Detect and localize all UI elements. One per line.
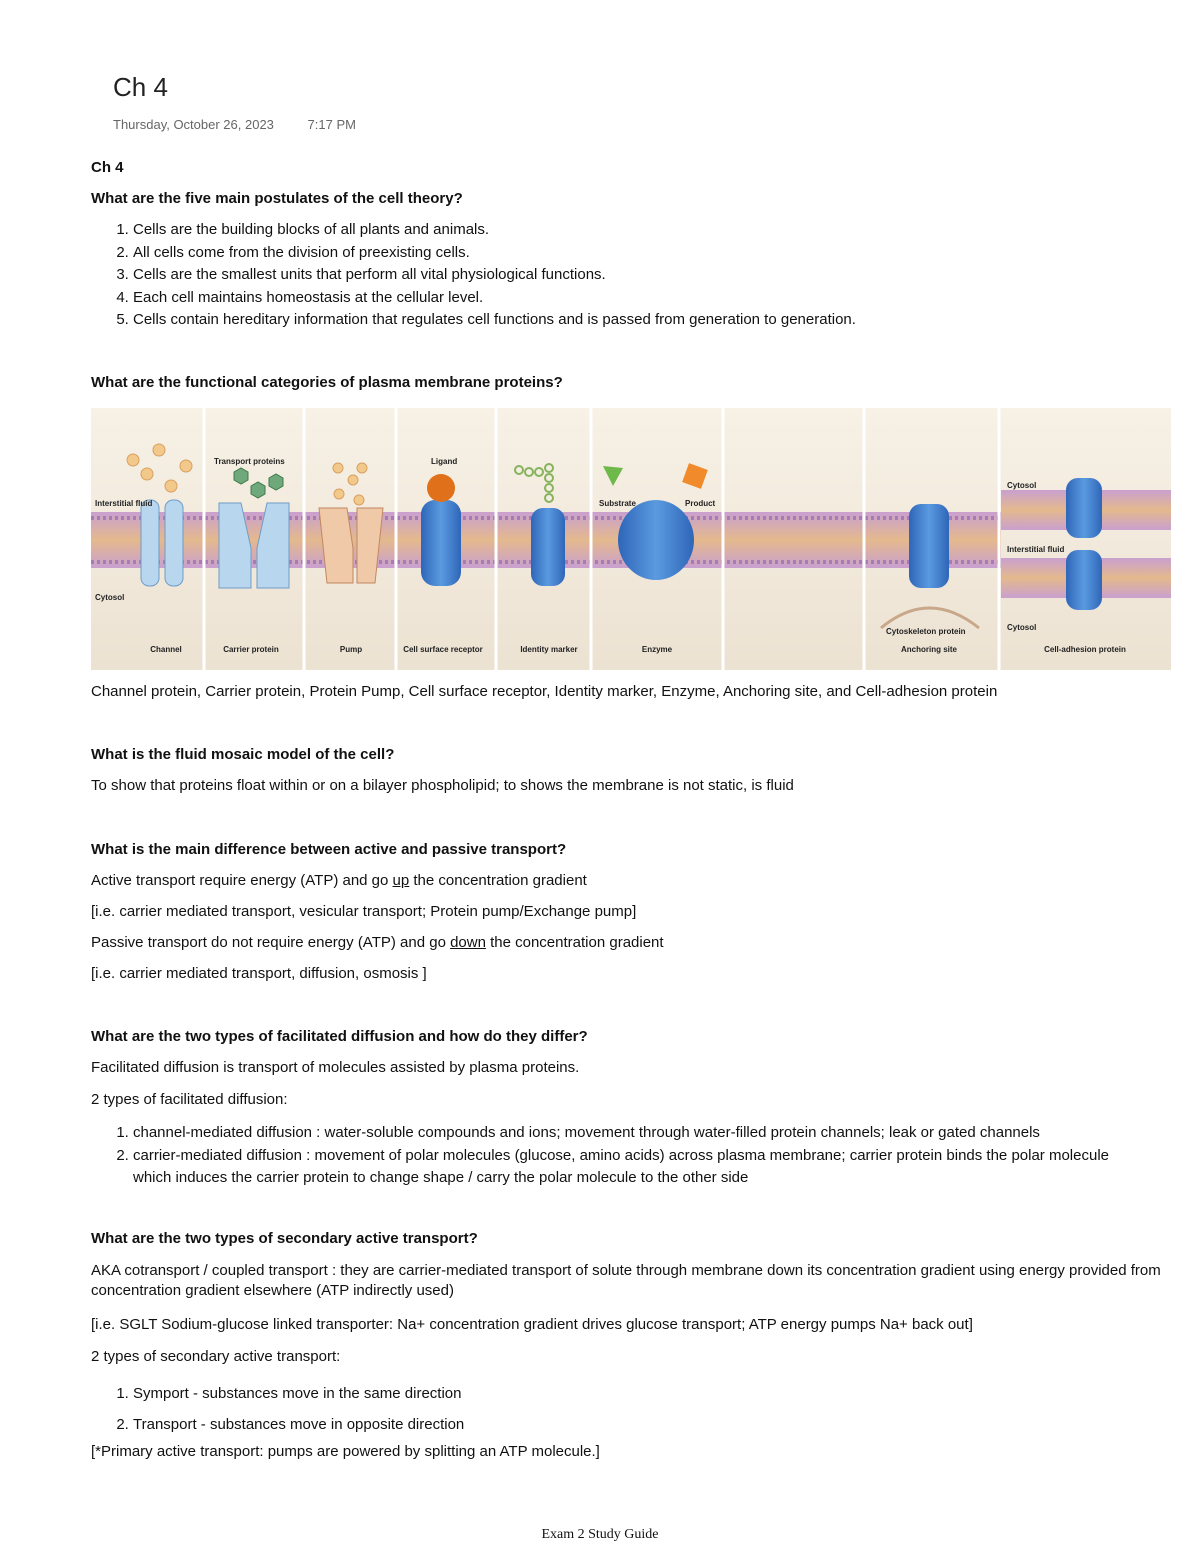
answer-active-examples: [i.e. carrier mediated transport, vesicular transport; Protein pump/Exchange pump]	[91, 903, 637, 920]
list-item: 1. channel-mediated diffusion : water-soluble compounds and ions; movement through water-filled protein channels; leak or gated channels	[133, 1122, 1143, 1145]
label-interstitial: Interstitial fluid	[95, 499, 153, 508]
ligand	[427, 474, 455, 502]
cell-theory-list	[91, 219, 856, 332]
caption-pump: Pump	[339, 645, 363, 654]
list-item: 2. carrier-mediated diffusion : movement of polar molecules (glucose, amino acids) across plasma membrane; carrier protein binds the polar molecule which induces the carrier protein to change shape / carry the polar molecule to the other side	[133, 1145, 1143, 1190]
list-item: 5. Cells contain hereditary information that regulates cell functions and is passed from generation to generation.	[133, 309, 856, 332]
facilitated-definition: Facilitated diffusion is transport of molecules assisted by plasma proteins.	[91, 1059, 580, 1076]
list-item: 1. Symport - substances move in the same direction	[133, 1378, 464, 1409]
anchoring-protein	[909, 504, 949, 588]
underlined-word: up	[392, 872, 410, 889]
label-cytosol-bottom-right: Cytosol	[1007, 623, 1037, 632]
page-footer: Exam 2 Study Guide	[541, 1527, 659, 1542]
text-run: Active transport require energy (ATP) and go	[91, 872, 393, 889]
enzyme-protein	[618, 500, 694, 580]
membrane-proteins-figure	[91, 408, 1171, 670]
receptor-protein	[421, 500, 461, 586]
caption-receptor: Cell surface receptor	[403, 645, 483, 654]
adhesion-protein-bottom	[1066, 550, 1102, 610]
answer-membrane-proteins: Channel protein, Carrier protein, Protein Pump, Cell surface receptor, Identity marker, Enzyme, Anchoring site, and Cell-adhesion protein	[91, 683, 998, 700]
list-item: 2. All cells come from the division of preexisting cells.	[133, 242, 856, 265]
answer-fluid-mosaic: To show that proteins float within or on a bilayer phospholipid; to shows the membrane is not static, is fluid	[91, 777, 794, 794]
label-cytoskeleton: Cytoskeleton protein	[886, 627, 966, 636]
facilitated-intro: 2 types of facilitated diffusion:	[91, 1091, 288, 1108]
secondary-note: [*Primary active transport: pumps are powered by splitting an ATP molecule.]	[91, 1443, 600, 1460]
list-item: 1. Cells are the building blocks of all plants and animals.	[133, 219, 856, 242]
adhesion-protein-top	[1066, 478, 1102, 538]
page-date: Thursday, October 26, 2023	[113, 117, 274, 132]
question-membrane-proteins: What are the functional categories of plasma membrane proteins?	[91, 374, 563, 391]
caption-channel: Channel	[150, 645, 182, 654]
label-transport-proteins: Transport proteins	[214, 457, 285, 466]
answer-passive	[91, 933, 664, 953]
channel-protein-left	[141, 500, 159, 586]
caption-enzyme: Enzyme	[641, 645, 673, 654]
caption-anchoring: Anchoring site	[900, 645, 958, 654]
question-secondary-active: What are the two types of secondary active transport?	[91, 1230, 478, 1247]
label-cytosol-top-right: Cytosol	[1007, 481, 1037, 490]
facilitated-list	[91, 1122, 1143, 1190]
label-ligand: Ligand	[431, 457, 458, 466]
identity-marker-protein	[531, 508, 565, 586]
label-interstitial-right: Interstitial fluid	[1007, 545, 1065, 554]
text-run: Passive transport do not require energy (ATP) and go	[91, 934, 451, 951]
text-run: the concentration gradient	[485, 934, 664, 951]
question-cell-theory: What are the five main postulates of the cell theory?	[91, 190, 463, 207]
section-heading: Ch 4	[91, 159, 124, 176]
list-item: 4. Each cell maintains homeostasis at the cellular level.	[133, 287, 856, 310]
caption-carrier: Carrier protein	[223, 645, 279, 654]
caption-adhesion: Cell-adhesion protein	[1044, 645, 1126, 654]
underlined-word: down	[450, 934, 486, 951]
answer-passive-examples: [i.e. carrier mediated transport, diffusion, osmosis ]	[91, 965, 427, 982]
label-cytosol: Cytosol	[95, 593, 125, 602]
secondary-aka: AKA cotransport / coupled transport : they are carrier-mediated transport of solute through membrane down its concentration gradient using energy provided from concentration gradient elsewhere (ATP indirectly used)	[91, 1262, 1161, 1299]
secondary-intro: 2 types of secondary active transport:	[91, 1348, 341, 1365]
question-fluid-mosaic: What is the fluid mosaic model of the cell?	[91, 746, 395, 763]
label-product: Product	[685, 499, 716, 508]
secondary-list	[91, 1378, 464, 1440]
label-substrate: Substrate	[599, 499, 636, 508]
page-time: 7:17 PM	[307, 117, 356, 132]
page-title: Ch 4	[113, 72, 168, 102]
question-facilitated-diffusion: What are the two types of facilitated diffusion and how do they differ?	[91, 1028, 588, 1045]
secondary-example: [i.e. SGLT Sodium-glucose linked transporter: Na+ concentration gradient drives glucose transport; ATP energy pumps Na+ back out]	[91, 1316, 973, 1333]
channel-protein-right	[165, 500, 183, 586]
list-item: 3. Cells are the smallest units that perform all vital physiological functions.	[133, 264, 856, 287]
text-run: the concentration gradient	[409, 872, 587, 889]
question-active-passive: What is the main difference between active and passive transport?	[91, 841, 567, 858]
list-item: 2. Transport - substances move in opposite direction	[133, 1409, 464, 1440]
answer-active	[91, 871, 587, 891]
caption-identity: Identity marker	[520, 645, 578, 654]
page-meta	[113, 117, 356, 132]
